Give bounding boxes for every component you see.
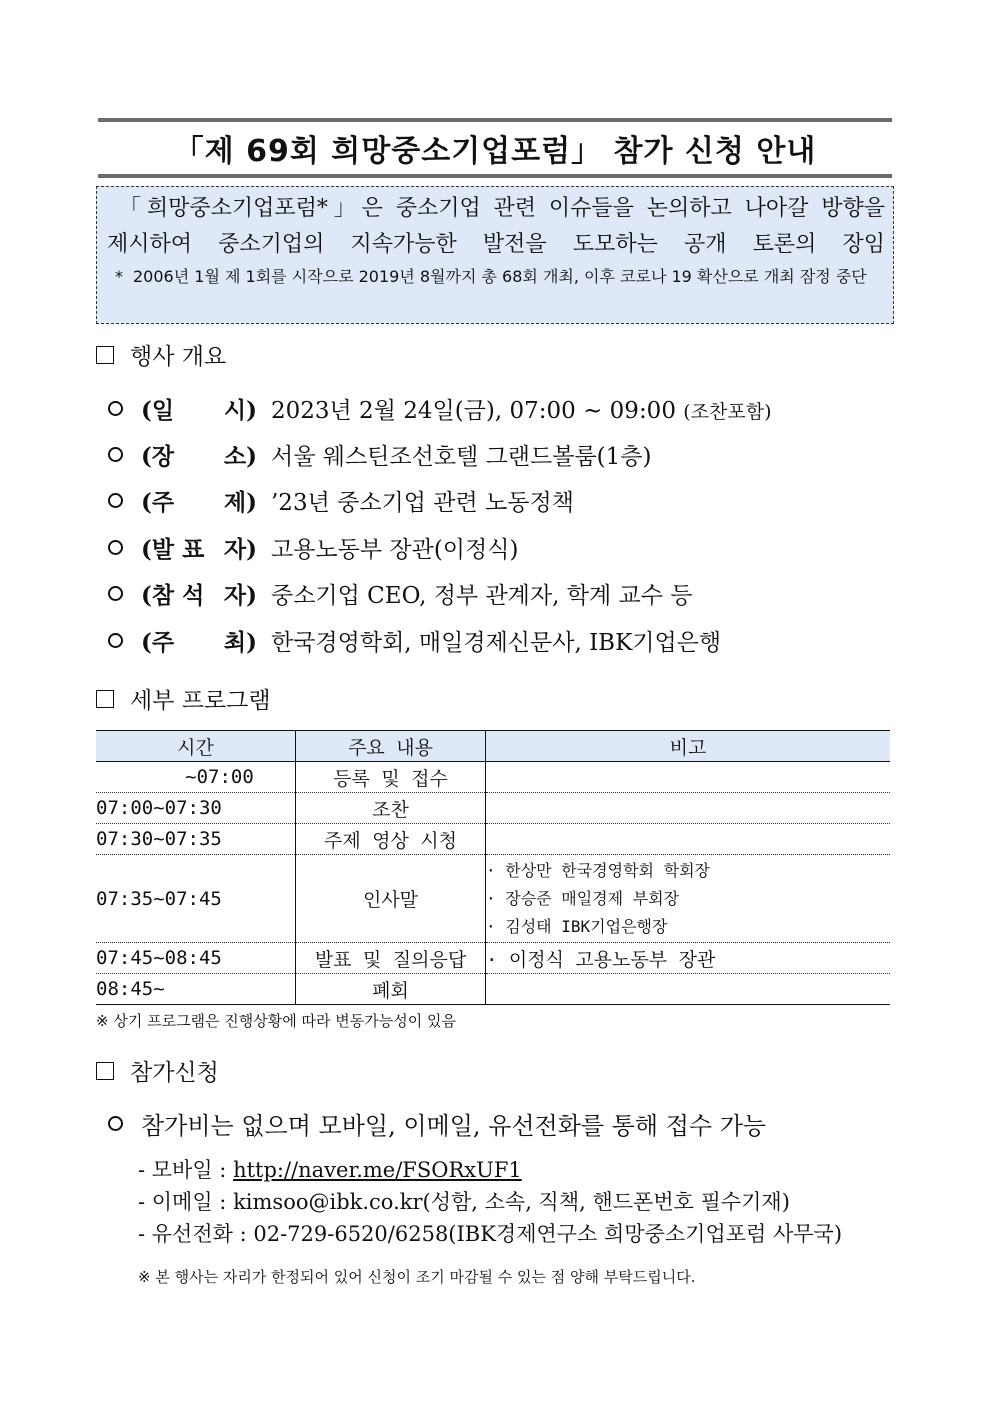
intro-line-1: 「희망중소기업포럼*」은 중소기업 관련 이슈들을 논의하고 나아갈 방향을 <box>119 196 885 221</box>
overview-label: (발 표 자) <box>141 536 257 563</box>
checkbox-icon <box>96 690 114 708</box>
section-program-label: 세부 프로그램 <box>130 688 271 714</box>
intro-line-2: 제시하여 중소기업의 지속가능한 발전을 도모하는 공개 토론의 장임 <box>107 232 885 257</box>
overview-row-venue <box>108 438 651 471</box>
overview-value: 2023년 2월 24일(금), 07:00 ~ 09:00 (조찬포함) <box>271 398 772 424</box>
apply-main <box>108 1106 766 1141</box>
apply-mobile <box>138 1154 522 1184</box>
circle-bullet-icon <box>108 1116 123 1131</box>
checkbox-icon <box>96 346 114 364</box>
row-note <box>486 762 891 793</box>
header-content: 주요 내용 <box>296 731 486 762</box>
program-footnote: ※ 상기 프로그램은 진행상황에 따라 변동가능성이 있음 <box>96 1012 456 1030</box>
intro-footnote <box>107 265 885 289</box>
email-label: - 이메일 : <box>138 1190 234 1214</box>
overview-row-host <box>108 624 721 657</box>
overview-label: (주 최) <box>141 629 257 656</box>
row-note <box>486 793 891 824</box>
row-time: ~07:00 <box>96 762 296 793</box>
table-row <box>96 943 890 974</box>
row-time: 08:45~ <box>96 974 296 1005</box>
table-header-row <box>96 731 890 762</box>
row-content: 인사말 <box>296 855 486 943</box>
section-apply-heading <box>96 1054 219 1087</box>
mobile-link[interactable]: http://naver.me/FSORxUF1 <box>233 1158 522 1182</box>
greeting-speakers-list <box>486 857 890 941</box>
row-note: · 이정식 고용노동부 장관 <box>486 943 891 974</box>
checkbox-icon <box>96 1062 114 1080</box>
phone-label: - 유선전화 : <box>138 1222 254 1246</box>
circle-bullet-icon <box>108 633 123 648</box>
list-item: · 김성태 IBK기업은행장 <box>486 916 668 936</box>
row-content: 발표 및 질의응답 <box>296 943 486 974</box>
overview-label: (일 시) <box>141 397 257 424</box>
apply-phone <box>138 1218 842 1248</box>
circle-bullet-icon <box>108 540 123 555</box>
footnote-text: 2006년 1월 제 1회를 시작으로 2019년 8월까지 총 68회 개최, 이후 코로나 19 확산으로 개최 잠정 중단 <box>133 267 867 286</box>
overview-row-attendees <box>108 577 692 610</box>
row-time: 07:30~07:35 <box>96 824 296 855</box>
list-item: · 장승준 매일경제 부회장 <box>486 888 680 908</box>
table-row <box>96 824 890 855</box>
title-block <box>98 118 892 178</box>
overview-label: (참 석 자) <box>141 582 257 609</box>
row-content: 주제 영상 시청 <box>296 824 486 855</box>
row-time: 07:00~07:30 <box>96 793 296 824</box>
section-overview-heading <box>96 338 226 371</box>
row-time: 07:45~08:45 <box>96 943 296 974</box>
table-row <box>96 793 890 824</box>
table-row <box>96 974 890 1005</box>
overview-row-presenter <box>108 531 518 564</box>
overview-value: ’23년 중소기업 관련 노동정책 <box>271 490 574 516</box>
table-row <box>96 762 890 793</box>
header-note: 비고 <box>486 731 891 762</box>
overview-label: (주 제) <box>141 489 257 516</box>
list-item: · 한상만 한국경영학회 학회장 <box>486 860 711 880</box>
row-content: 조찬 <box>296 793 486 824</box>
overview-value: 고용노동부 장관(이정식) <box>271 537 519 563</box>
mobile-label: - 모바일 : <box>138 1158 234 1182</box>
section-overview-label: 행사 개요 <box>130 344 227 370</box>
row-note <box>486 824 891 855</box>
overview-value: 중소기업 CEO, 정부 관계자, 학계 교수 등 <box>271 583 693 609</box>
circle-bullet-icon <box>108 493 123 508</box>
row-content: 등록 및 접수 <box>296 762 486 793</box>
apply-email <box>138 1186 790 1216</box>
overview-label: (장 소) <box>141 443 257 470</box>
email-value: kimsoo@ibk.co.kr(성함, 소속, 직책, 핸드폰번호 필수기재) <box>233 1190 790 1214</box>
bottom-note: ※ 본 행사는 자리가 한정되어 있어 신청이 조기 마감될 수 있는 점 양해 부탁드립니다. <box>138 1268 696 1286</box>
circle-bullet-icon <box>108 586 123 601</box>
row-note <box>486 855 891 943</box>
overview-value-extra: (조찬포함) <box>683 401 772 423</box>
row-content: 폐회 <box>296 974 486 1005</box>
section-program-heading <box>96 682 271 715</box>
overview-row-topic <box>108 484 574 517</box>
overview-value: 서울 웨스틴조선호텔 그랜드볼룸(1층) <box>271 444 652 470</box>
apply-main-text: 참가비는 없으며 모바일, 이메일, 유선전화를 통해 접수 가능 <box>141 1112 767 1140</box>
footnote-star: * <box>115 267 123 286</box>
section-apply-label: 참가신청 <box>130 1060 219 1086</box>
row-note <box>486 974 891 1005</box>
row-time: 07:35~07:45 <box>96 855 296 943</box>
overview-value: 한국경영학회, 매일경제신문사, IBK기업은행 <box>271 630 722 656</box>
program-table <box>96 730 890 1005</box>
page-title: 「제 69회 희망중소기업포럼」 참가 신청 안내 <box>173 134 817 169</box>
phone-value: 02-729-6520/6258(IBK경제연구소 희망중소기업포럼 사무국) <box>253 1222 843 1246</box>
circle-bullet-icon <box>108 401 123 416</box>
circle-bullet-icon <box>108 447 123 462</box>
overview-row-datetime <box>108 392 772 425</box>
intro-box <box>96 186 894 324</box>
header-time: 시간 <box>96 731 296 762</box>
table-row <box>96 855 890 943</box>
